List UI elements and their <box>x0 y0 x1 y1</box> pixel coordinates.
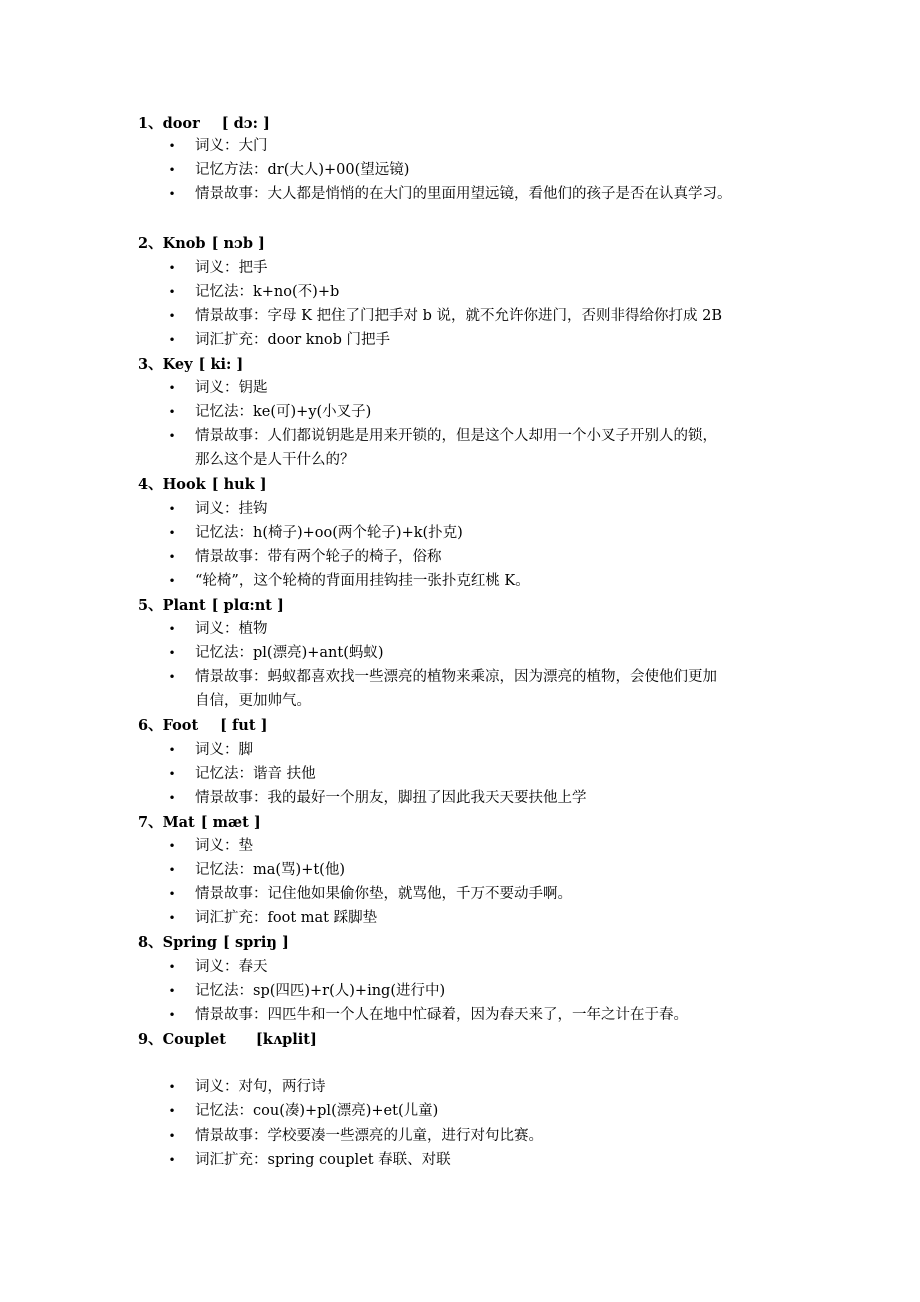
entry-word: Plant <box>162 597 206 614</box>
bullet-item <box>0 304 920 328</box>
bullet-icon: • <box>168 405 176 419</box>
bullet-icon: • <box>168 984 176 998</box>
entry-number: 3 <box>138 356 149 373</box>
bullet-text: 词义：挂钩 <box>195 501 268 517</box>
bullet-item <box>0 134 920 158</box>
bullet-icon: • <box>168 526 176 540</box>
entry-number: 8 <box>138 934 149 951</box>
bullet-item <box>0 834 920 858</box>
entry-separator: 、 <box>148 717 163 734</box>
bullet-text: 情景故事：记住他如果偷你垫，就骂他，千万不要动手啊。 <box>195 886 572 902</box>
bullet-icon: • <box>168 1104 176 1118</box>
bullet-icon: • <box>168 960 176 974</box>
bullet-icon: • <box>168 622 176 636</box>
entry-heading <box>138 232 265 256</box>
bullet-item <box>0 328 920 352</box>
bullet-text: 词义：脚 <box>195 742 253 758</box>
bullet-icon: • <box>168 1129 176 1143</box>
bullet-text: 情景故事：学校要凑一些漂亮的儿童，进行对句比赛。 <box>195 1128 543 1144</box>
bullet-item <box>0 762 920 786</box>
bullet-item <box>0 1099 920 1123</box>
entry-heading <box>138 112 270 136</box>
entry-phonetic: [ spriŋ ] <box>223 934 289 951</box>
bullet-item <box>0 280 920 304</box>
entry-word: Key <box>162 356 193 373</box>
entry-separator: 、 <box>148 356 163 373</box>
entry-phonetic: [ fut ] <box>220 717 268 734</box>
bullet-icon: • <box>168 309 176 323</box>
bullet-item <box>0 256 920 280</box>
entry-separator: 、 <box>148 814 163 831</box>
bullet-icon: • <box>168 670 176 684</box>
bullet-item <box>0 497 920 521</box>
bullet-text: 词义：植物 <box>195 621 268 637</box>
bullet-text: 记忆法：ma(骂)+t(他) <box>195 862 345 878</box>
entry-separator: 、 <box>148 115 163 132</box>
bullet-icon: • <box>168 333 176 347</box>
bullet-text: 词义：把手 <box>195 260 268 276</box>
bullet-text: 词义：垫 <box>195 838 253 854</box>
entry-number: 7 <box>138 814 149 831</box>
entry-number: 1 <box>138 115 149 132</box>
bullet-icon: • <box>168 1008 176 1022</box>
bullet-icon: • <box>168 139 176 153</box>
entry-word: Spring <box>162 934 218 951</box>
entry-separator: 、 <box>148 1031 163 1048</box>
entry-separator: 、 <box>148 476 163 493</box>
entry-heading <box>138 714 267 738</box>
entry-word: Hook <box>162 476 206 493</box>
bullet-text: 记忆法：sp(四匹)+r(人)+ing(进行中) <box>195 983 446 999</box>
bullet-text: 记忆法：ke(可)+y(小叉子) <box>195 404 372 420</box>
bullet-text: “轮椅”，这个轮椅的背面用挂钩挂一张扑克红桃 K。 <box>195 573 530 589</box>
bullet-text: 记忆法：谐音 扶他 <box>195 766 316 782</box>
bullet-icon: • <box>168 1080 176 1094</box>
bullet-icon: • <box>168 187 176 201</box>
entry-phonetic: [ nɔb ] <box>211 235 265 252</box>
bullet-text: 记忆法：h(椅子)+oo(两个轮子)+k(扑克) <box>195 525 463 541</box>
entry-word: Foot <box>162 717 199 734</box>
bullet-text: 情景故事：我的最好一个朋友，脚扭了因此我天天要扶他上学 <box>195 790 587 806</box>
bullet-text: 情景故事：四匹牛和一个人在地中忙碌着，因为春天来了，一年之计在于春。 <box>195 1007 688 1023</box>
entry-separator: 、 <box>148 235 163 252</box>
entry-number: 6 <box>138 717 149 734</box>
entry-heading <box>138 594 284 618</box>
bullet-icon: • <box>168 887 176 901</box>
bullet-text: 词义：春天 <box>195 959 268 975</box>
bullet-icon: • <box>168 163 176 177</box>
bullet-icon: • <box>168 767 176 781</box>
bullet-item <box>0 1148 920 1172</box>
bullet-icon: • <box>168 574 176 588</box>
entry-number: 4 <box>138 476 149 493</box>
entry-word: Couplet <box>162 1031 226 1048</box>
bullet-text: 情景故事：带有两个轮子的椅子，俗称 <box>195 549 442 565</box>
bullet-item <box>0 569 920 593</box>
bullet-text: 情景故事：蚂蚁都喜欢找一些漂亮的植物来乘凉，因为漂亮的植物，会使他们更加 <box>195 669 717 685</box>
bullet-icon: • <box>168 381 176 395</box>
bullet-icon: • <box>168 1153 176 1167</box>
bullet-text: 记忆法：k+no(不)+b <box>195 284 340 300</box>
bullet-item <box>0 182 920 206</box>
bullet-icon: • <box>168 502 176 516</box>
bullet-item <box>0 955 920 979</box>
entry-phonetic: [ plɑ:nt ] <box>211 597 284 614</box>
bullet-icon: • <box>168 791 176 805</box>
bullet-text-continuation: 那么这个是人干什么的？ <box>195 452 355 468</box>
bullet-item <box>0 617 920 641</box>
bullet-icon: • <box>168 863 176 877</box>
entry-heading <box>138 473 267 497</box>
entry-separator: 、 <box>148 934 163 951</box>
bullet-item <box>0 545 920 569</box>
entry-separator: 、 <box>148 597 163 614</box>
bullet-icon: • <box>168 429 176 443</box>
bullet-text: 词义：对句，两行诗 <box>195 1079 326 1095</box>
entry-heading <box>138 353 243 377</box>
entry-heading <box>138 931 289 955</box>
bullet-item <box>0 665 920 709</box>
bullet-icon: • <box>168 646 176 660</box>
bullet-icon: • <box>168 261 176 275</box>
bullet-text: 记忆方法：dr(大人)+00(望远镜) <box>195 162 410 178</box>
entry-heading <box>138 811 261 835</box>
bullet-icon: • <box>168 911 176 925</box>
bullet-item <box>0 1124 920 1148</box>
entry-word: door <box>162 115 200 132</box>
bullet-item <box>0 400 920 424</box>
entry-phonetic: [ dɔ: ] <box>221 115 270 132</box>
bullet-item <box>0 882 920 906</box>
entry-heading <box>138 1028 317 1052</box>
bullet-text: 词义：钥匙 <box>195 380 268 396</box>
bullet-item <box>0 738 920 762</box>
bullet-text: 词汇扩充：door knob 门把手 <box>195 332 391 348</box>
bullet-text: 情景故事：人们都说钥匙是用来开锁的，但是这个人却用一个小叉子开别人的锁， <box>195 428 717 444</box>
bullet-icon: • <box>168 743 176 757</box>
entry-number: 2 <box>138 235 149 252</box>
bullet-text: 词义：大门 <box>195 138 268 154</box>
bullet-item <box>0 979 920 1003</box>
bullet-item <box>0 858 920 882</box>
bullet-text-continuation: 自信，更加帅气。 <box>195 693 311 709</box>
bullet-icon: • <box>168 285 176 299</box>
bullet-text: 记忆法：pl(漂亮)+ant(蚂蚁) <box>195 645 384 661</box>
bullet-text: 情景故事：字母 K 把住了门把手对 b 说，就不允许你进门，否则非得给你打成 2B <box>195 308 723 324</box>
bullet-item <box>0 521 920 545</box>
bullet-text: 词汇扩充：spring couplet 春联、对联 <box>195 1152 451 1168</box>
bullet-icon: • <box>168 839 176 853</box>
entry-number: 9 <box>138 1031 149 1048</box>
bullet-icon: • <box>168 550 176 564</box>
bullet-item <box>0 376 920 400</box>
bullet-item <box>0 906 920 930</box>
bullet-text: 情景故事：大人都是悄悄的在大门的里面用望远镜，看他们的孩子是否在认真学习。 <box>195 186 732 202</box>
entry-number: 5 <box>138 597 149 614</box>
bullet-item <box>0 424 920 468</box>
entry-phonetic: [ huk ] <box>211 476 267 493</box>
bullet-item <box>0 786 920 810</box>
bullet-text: 词汇扩充：foot mat 踩脚垫 <box>195 910 378 926</box>
entry-word: Knob <box>162 235 206 252</box>
bullet-text: 记忆法：cou(凑)+pl(漂亮)+et(儿童) <box>195 1103 439 1119</box>
entry-phonetic: [kʌplit] <box>255 1031 317 1048</box>
entry-phonetic: [ mæt ] <box>200 814 261 831</box>
bullet-item <box>0 1075 920 1099</box>
bullet-item <box>0 158 920 182</box>
bullet-item <box>0 1003 920 1027</box>
bullet-item <box>0 641 920 665</box>
entry-phonetic: [ ki: ] <box>198 356 244 373</box>
entry-word: Mat <box>162 814 195 831</box>
